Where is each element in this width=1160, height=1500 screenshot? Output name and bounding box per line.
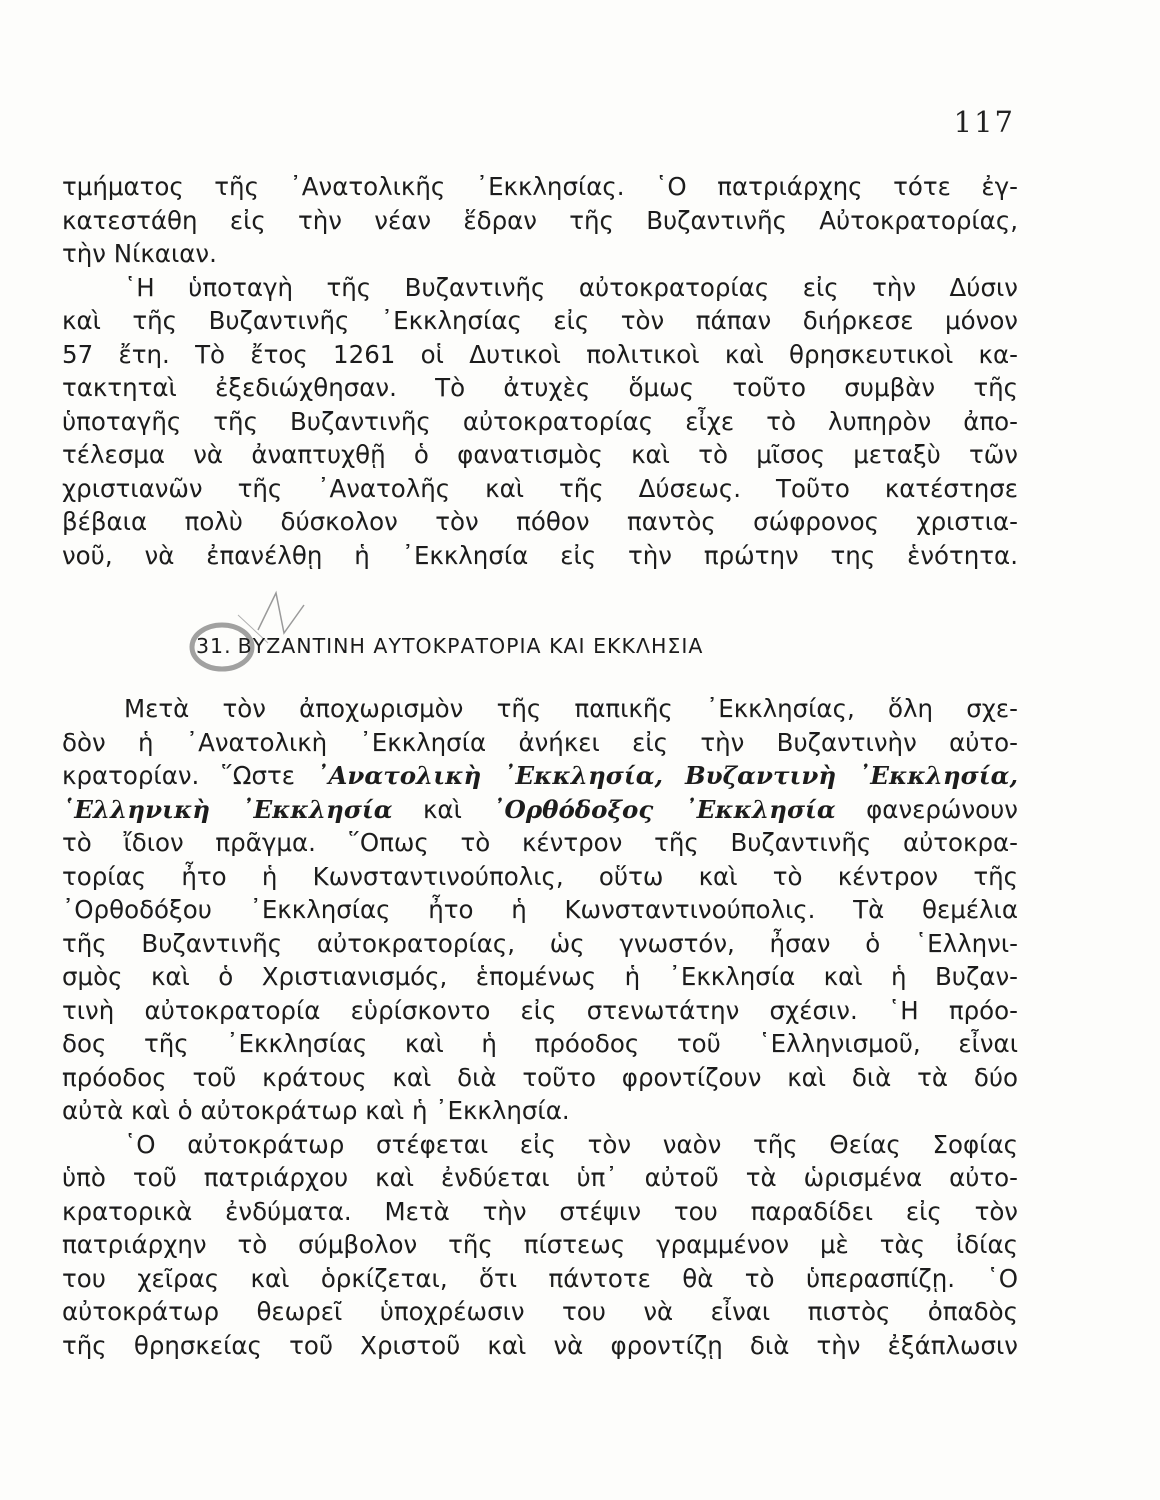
text-line: σμὸς καὶ ὁ Χριστιανισμός, ἑπομένως ἡ ᾿Εκκλησία καὶ ἡ Βυζαν-	[62, 962, 1018, 991]
text-line: τῆς θρησκείας τοῦ Χριστοῦ καὶ νὰ φροντίζῃ διὰ τὴν ἐξάπλωσιν	[62, 1330, 1018, 1360]
text-line: τμήματος τῆς ᾿Ανατολικῆς ᾿Εκκλησίας. ῾Ο πατριάρχης τότε ἐγ-	[62, 172, 1018, 201]
page-number: 117	[953, 105, 1015, 139]
emphasized-term: ᾿Ορθόδοξος ᾿Εκκλησία	[492, 794, 836, 824]
text-line: δος τῆς ᾿Εκκλησίας καὶ ἡ πρόοδος τοῦ ῾Ελληνισμοῦ, εἶναι	[62, 1029, 1018, 1058]
section-number: 31.	[196, 634, 232, 658]
pencil-annotation-mark	[180, 585, 320, 675]
text-line: κρατορικὰ ἐνδύματα. Μετὰ τὴν στέψιν του παραδίδει εἰς τὸν	[62, 1196, 1018, 1226]
text-line: τορίας ἦτο ἡ Κωνσταντινούπολις, οὕτω καὶ τὸ κέντρον τῆς	[62, 861, 1018, 891]
text-line: ῾Η ὑποταγὴ τῆς Βυζαντινῆς αὐτοκρατορίας εἰς τὴν Δύσιν	[124, 272, 1018, 302]
text-line: ὑπὸ τοῦ πατριάρχου καὶ ἐνδύεται ὑπ᾿ αὐτοῦ τὰ ὡρισμένα αὐτο-	[62, 1163, 1018, 1192]
text-line: χριστιανῶν τῆς ᾿Ανατολῆς καὶ τῆς Δύσεως. Τοῦτο κατέστησε	[62, 473, 1018, 503]
text-line: πρόοδος τοῦ κράτους καὶ διὰ τοῦτο φροντίζουν καὶ διὰ τὰ δύο	[62, 1062, 1018, 1092]
text-line: κατεστάθη εἰς τὴν νέαν ἕδραν τῆς Βυζαντινῆς Αὐτοκρατορίας,	[62, 205, 1018, 235]
text-block-section	[62, 692, 1018, 1362]
text-line: ὑποταγῆς τῆς Βυζαντινῆς αὐτοκρατορίας εἶχε τὸ λυπηρὸν ἀπο-	[62, 406, 1018, 436]
text-line: αὐτὰ καὶ ὁ αὐτοκράτωρ καὶ ἡ ᾿Εκκλησία.	[62, 1096, 570, 1125]
text-line: πατριάρχην τὸ σύμβολον τῆς πίστεως γραμμένον μὲ τὰς ἰδίας	[62, 1230, 1018, 1259]
text-line: αὐτοκράτωρ θεωρεῖ ὑποχρέωσιν του νὰ εἶναι πιστὸς ὀπαδὸς	[62, 1297, 1018, 1326]
text-line: νοῦ, νὰ ἐπανέλθῃ ἡ ᾿Εκκλησία εἰς τὴν πρώτην της ἑνότητα.	[62, 540, 1018, 570]
text-line: καὶ τῆς Βυζαντινῆς ᾿Εκκλησίας εἰς τὸν πάπαν διήρκεσε μόνον	[62, 306, 1018, 335]
text-line: τέλεσμα νὰ ἀναπτυχθῇ ὁ φανατισμὸς καὶ τὸ μῖσος μεταξὺ τῶν	[62, 440, 1018, 469]
text-line: κρατορίαν. ῞Ωστε ᾿Ανατολικὴ ᾿Εκκλησία, Βυζαντινὴ ᾿Εκκλησία,	[62, 761, 1018, 790]
text-line: τακτηταὶ ἐξεδιώχθησαν. Τὸ ἀτυχὲς ὅμως τοῦτο συμβὰν τῆς	[62, 373, 1018, 402]
text-line: τὸ ἴδιον πρᾶγμα. ῞Οπως τὸ κέντρον τῆς Βυζαντινῆς αὐτοκρα-	[62, 828, 1018, 857]
section-heading	[196, 634, 703, 658]
text-line: 57 ἔτη. Τὸ ἔτος 1261 οἱ Δυτικοὶ πολιτικοὶ καὶ θρησκευτικοὶ κα-	[62, 339, 1018, 369]
text-line: δὸν ἡ ᾿Ανατολικὴ ᾿Εκκλησία ἀνήκει εἰς τὴν Βυζαντινὴν αὐτο-	[62, 727, 1018, 757]
emphasized-term: ῾Ελληνικὴ ᾿Εκκλησία	[62, 794, 393, 824]
section-title: ΒΥΖΑΝΤΙΝΗ ΑΥΤΟΚΡΑΤΟΡΙΑ ΚΑΙ ΕΚΚΛΗΣΙΑ	[237, 634, 704, 658]
emphasized-term: ᾿Ανατολικὴ ᾿Εκκλησία, Βυζαντινὴ ᾿Εκκλησία,	[316, 761, 1018, 790]
text-line: ῾Ελληνικὴ ᾿Εκκλησία καὶ ᾿Ορθόδοξος ᾿Εκκλησία φανερώνουν	[62, 794, 1018, 824]
text-line: ῾Ο αὐτοκράτωρ στέφεται εἰς τὸν ναὸν τῆς Θείας Σοφίας	[124, 1129, 1018, 1159]
text-line: τῆς Βυζαντινῆς αὐτοκρατορίας, ὡς γνωστόν, ἦσαν ὁ ῾Ελληνι-	[62, 928, 1018, 958]
text-line: τὴν Νίκαιαν.	[62, 239, 217, 268]
text-block-top	[62, 170, 1018, 572]
text-line: Μετὰ τὸν ἀποχωρισμὸν τῆς παπικῆς ᾿Εκκλησίας, ὅλη σχε-	[124, 694, 1018, 723]
text-line: ᾿Ορθοδόξου ᾿Εκκλησίας ἦτο ἡ Κωνσταντινούπολις. Τὰ θεμέλια	[62, 895, 1018, 924]
text-line: βέβαια πολὺ δύσκολον τὸν πόθον παντὸς σώφρονος χριστια-	[62, 507, 1018, 536]
text-line: τινὴ αὐτοκρατορία εὑρίσκοντο εἰς στενωτάτην σχέσιν. ῾Η πρόο-	[62, 995, 1018, 1025]
text-line: του χεῖρας καὶ ὁρκίζεται, ὅτι πάντοτε θὰ τὸ ὑπερασπίζῃ. ῾Ο	[62, 1263, 1018, 1293]
